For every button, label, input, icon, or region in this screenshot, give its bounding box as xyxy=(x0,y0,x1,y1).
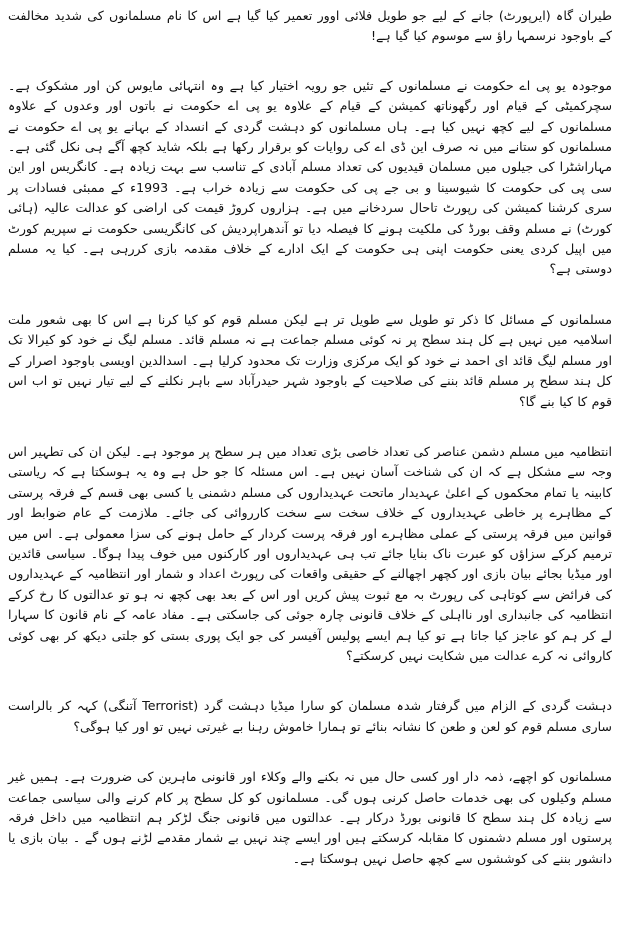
paragraph-2: موجودہ یو پی اے حکومت نے مسلمانوں کے تئیں جو رویہ اختیار کیا ہے وہ انتہائی مایوس کن اور مشکوک ہے۔ سچرکمیٹی کے قیام اور رگھوناتھ کمیشن کے قیام کے علاوہ یو پی اے حکومت نے باتوں اور وعدوں کے علاوہ مسلمانوں کے لیے کچھ نہیں کیا ہے۔ ہاں مسلمانوں کو دہشت گردی کے انسداد کے بہانے یو پی اے حکومت نے مسلمانوں کو ستانے میں نہ صرف این ڈی اے کی روایات کو برقرار رکھا ہے بلکہ شاید کچھ آگے ہی نکل گئی ہے۔ مہاراشٹرا کی جیلوں میں مسلمان قیدیوں کی تعداد مسلم آبادی کے تناسب سے بہت زیادہ ہے۔ کانگریس اور این سی پی کی حکومت کا شیوسینا و بی جے پی کی حکومت سے زیادہ خراب ہے۔ 1993ء کے ممبئی فسادات پر سری کرشنا کمیشن کی رپورٹ تاحال سردخانے میں ہے۔ ہزاروں کروڑ قیمت کی اراضی کو عدالت عالیہ (ہائی کورٹ) نے مسلم وقف بورڈ کی ملکیت ہونے کا فیصلہ دیا تو آندھراپردیش کی کانگریسی حکومت نے سپریم کورٹ میں اپیل کردی یعنی حکومت اپنی ہی حکومت کے ایک ادارے کے خلاف مقدمہ بازی کررہی ہے۔ کیا یہ مسلم دوستی ہے؟ xyxy=(8,77,612,277)
paragraph-3: مسلمانوں کے مسائل کا ذکر تو طویل سے طویل تر ہے لیکن مسلم قوم کو کیا کرنا ہے اس کا بھی شعور ملت اسلامیہ میں نہیں ہے کل ہند سطح پر نہ کوئی مسلم جماعت ہے نہ مسلم قائد۔ مسلم لیگ نے خود کو کیرالا تک اور مسلم لیگ قائد ای احمد نے خود کو ایک مرکزی وزارت تک محدود کرلیا ہے۔ اسدالدین اویسی باوجود اصرار کے کل ہند سطح پر مسلم قائد بننے کی صلاحیت کے باوجود شہر حیدرآباد سے باہر نکلنے کے لیے تیار نہیں تو اب اس قوم کا کیا بنے گا؟ xyxy=(8,311,612,409)
paragraph-5: دہشت گردی کے الزام میں گرفتار شدہ مسلمان کو سارا میڈیا دہشت گرد (Terrorist آتنگی) کہہ کر بالراست ساری مسلم قوم کو لعن و طعن کا نشانہ بنائے تو ہمارا خاموش رہنا بے غیرتی نہیں تو اور کیا ہوگی؟ xyxy=(8,698,612,734)
paragraph-6: مسلمانوں کو اچھے، ذمہ دار اور کسی حال میں نہ بکنے والے وکلاء اور قانونی ماہرین کی ضرورت ہے۔ ہمیں غیر مسلم وکیلوں کی بھی خدمات حاصل کرنی ہوں گی۔ مسلمانوں کو کل سطح پر کام کرنے والی سیاسی جماعت سے زیادہ کل ہند سطح کا قانونی بورڈ درکار ہے۔ عدالتوں میں قانونی جنگ لڑکر ہم انتظامیہ میں داخل فرقہ پرستوں اور مسلم دشمنوں کا مقابلہ کرسکتے ہیں اور ایسے چند نہیں بے شمار مقدمے لڑنے ہوں گے ۔ بیان بازی یا دانشور بننے کی کوششوں سے کچھ حاصل نہیں ہوسکتا ہے۔ xyxy=(8,769,612,866)
paragraph-4: انتظامیہ میں مسلم دشمن عناصر کی تعداد خاصی بڑی تعداد میں ہر سطح پر موجود ہے۔ لیکن ان کی تطہیر اس وجہ سے مشکل ہے کہ ان کی شناخت آسان نہیں ہے۔ اس مسئلہ کا جو حل ہے وہ یہ ہوسکتا ہے کہ ریاستی کابینہ یا تمام محکموں کے اعلیٰ عہدیدار ماتحت عہدیداروں کی مسلم دشمنی یا کسی بھی قسم کے فرقہ پرستی کے مظاہرے پر خاطی عہدیداروں کے خلاف سخت سے سخت کارروائی کی جائے۔ ملازمت کے عام ضوابط اور قوانین میں فرقہ پرستی کے عملی مظاہرے اور فرقہ پرست کردار کے حامل ہونے کی سزا معمولی ہے۔ اس میں ترمیم کرکے سزاؤں کو عبرت ناک بنایا جائے تب ہی عہدیداروں اور کارکنوں میں خوف پیدا ہوگا۔ سیاسی قائدین اور میڈیا بجائے بیان بازی اور کچھر اچھالنے کے حقیقی واقعات کی رپورٹ اعداد و شمار اور انتظامیہ کے عہدیداروں کی فرائض سے کوتاہی کی رپورٹ بہ مع ثبوت پیش کریں اور اس کے بعد بھی کچھ نہ ہو تو عدالتوں کا رخ کرکے انتظامیہ کی جانبداری اور نااہلی کے خلاف قانونی چارہ جوئی کی جاسکتی ہے۔ مفاد عامہ کے نام قانون کا سہارا لے کر ہم کو عاجز کیا جاتا ہے تو کیا ہم ایسے پولیس آفیسر کی جو ایک پوری بستی کو جلتی دیکھ کر بھی کوئی کاروائی نہ کرے عدالت میں شکایت نہیں کرسکتے؟ xyxy=(8,443,612,663)
paragraph-1: طیران گاہ (ایرپورٹ) جانے کے لیے جو طویل فلائی اوور تعمیر کیا گیا ہے اس کا نام مسلمانوں کی شدید مخالفت کے باوجود نرسمہا راؤ سے موسوم کیا گیا ہے! xyxy=(8,8,612,44)
